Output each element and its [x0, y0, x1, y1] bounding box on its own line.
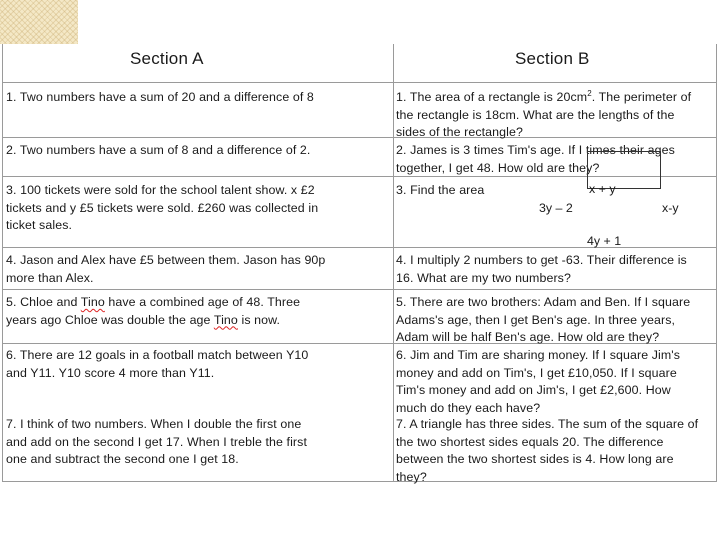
question-b5-line: 5. There are two brothers: Adam and Ben. If I square: [396, 295, 691, 309]
section-b-header: Section B: [515, 49, 590, 68]
question-a7: [6, 416, 307, 469]
row-divider: [393, 82, 716, 83]
row-divider: [3, 176, 393, 177]
name-tino: Tino: [213, 312, 238, 327]
question-a6: [6, 347, 308, 382]
row-divider: [393, 247, 716, 248]
question-a5-line: [6, 312, 300, 330]
question-b2-line: together, I get 48. How old are they?: [396, 160, 600, 175]
question-a2: [6, 142, 310, 160]
question-a7-line: and add on the second I get 17. When I treble the first: [6, 434, 307, 449]
label-top: x + y: [589, 182, 616, 196]
superscript: 2: [587, 88, 592, 98]
row-divider: [3, 247, 393, 248]
question-b1: [396, 89, 691, 142]
row-divider: [393, 289, 716, 290]
row-divider: [3, 82, 393, 83]
question-a6-line: and Y11. Y10 score 4 more than Y11.: [6, 365, 215, 380]
question-b3-line: 3. Find the area: [396, 183, 485, 197]
section-a-header: Section A: [130, 49, 204, 68]
question-b6-line: 6. Jim and Tim are sharing money. If I square Jim's: [396, 348, 681, 362]
row-divider: [3, 137, 393, 138]
question-a3-line: tickets and y £5 tickets were sold. £260 was collected in: [6, 200, 319, 215]
question-a5: [6, 294, 300, 329]
question-b4: [396, 252, 687, 287]
question-a7-line: 7. I think of two numbers. When I double the first one: [6, 417, 302, 431]
question-b5: [396, 294, 690, 347]
question-b1-line: [396, 89, 691, 107]
question-a6-line: 6. There are 12 goals in a football match between Y10: [6, 348, 309, 362]
text-span: is now.: [237, 312, 281, 327]
text-span: . The perimeter of: [591, 90, 692, 104]
question-a2-line: 2. Two numbers have a sum of 8 and a difference of 2.: [6, 143, 311, 157]
label-bottom: 4y + 1: [587, 234, 622, 248]
row-divider: [3, 343, 393, 344]
question-b1-line: the rectangle is 18cm. What are the lengths of the: [396, 107, 675, 122]
question-b6-line: money and add on Tim's, I get £10,050. If I square: [396, 365, 677, 380]
text-span: years ago Chloe was double the age: [6, 312, 214, 327]
question-b5-line: Adams's age, then I get Ben's age. In three years,: [396, 312, 676, 327]
decorative-corner-pattern: [0, 0, 78, 44]
question-b2-line: 2. James is 3 times Tim's age. If I times their ages: [396, 143, 675, 157]
question-b6: [396, 347, 680, 417]
question-b7-line: they?: [396, 469, 427, 484]
question-b4-line: 4. I multiply 2 numbers to get -63. Their difference is: [396, 253, 687, 267]
question-a1-line: 1. Two numbers have a sum of 20 and a difference of 8: [6, 90, 314, 104]
text-span: have a combined age of 48. Three: [104, 295, 301, 309]
question-a3-line: 3. 100 tickets were sold for the school talent show. x £2: [6, 183, 315, 197]
question-b3: [396, 182, 484, 200]
question-b7-line: 7. A triangle has three sides. The sum of the square of: [396, 417, 699, 431]
question-b4-line: 16. What are my two numbers?: [396, 270, 571, 285]
question-b7: [396, 416, 698, 486]
name-tino: Tino: [80, 295, 105, 309]
text-span: 1. The area of a rectangle is 20cm: [396, 90, 588, 104]
question-a1: [6, 89, 314, 107]
question-a3: [6, 182, 318, 235]
row-divider: [3, 289, 393, 290]
question-a5-line: [6, 294, 300, 312]
text-span: 5. Chloe and: [6, 295, 81, 309]
question-a4: [6, 252, 325, 287]
question-a7-line: one and subtract the second one I get 18.: [6, 452, 239, 466]
question-b5-line: Adam will be half Ben's age. How old are they?: [396, 330, 660, 344]
question-b6-line: much do they each have?: [396, 400, 541, 415]
question-b6-line: Tim's money and add on Jim's, I get £2,600. How: [396, 383, 671, 397]
question-a3-line: ticket sales.: [6, 218, 73, 232]
label-left: 3y – 2: [539, 201, 573, 215]
question-a4-line: more than Alex.: [6, 270, 94, 285]
label-right: x-y: [662, 201, 679, 215]
question-b7-line: between the two shortest sides is 4. How long are: [396, 452, 674, 466]
column-divider: [393, 44, 394, 481]
question-a4-line: 4. Jason and Alex have £5 between them. Jason has 90p: [6, 253, 326, 267]
question-b1-line: sides of the rectangle?: [396, 125, 523, 139]
question-b7-line: the two shortest sides equals 20. The difference: [396, 434, 664, 449]
